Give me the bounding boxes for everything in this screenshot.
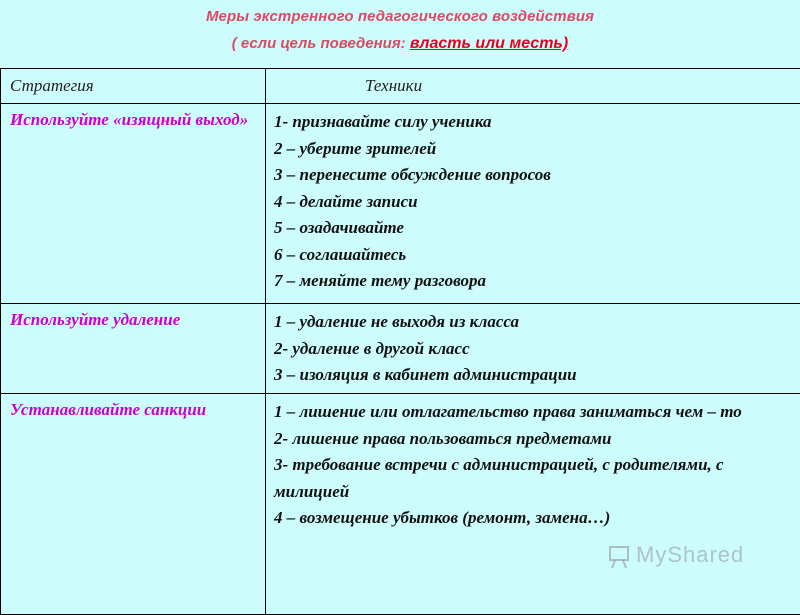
technique-item: 4 – возмещение убытков (ремонт, замена…) <box>274 505 798 532</box>
technique-item: 2- лишение права пользоваться предметами <box>274 426 798 453</box>
table-row <box>1 394 800 615</box>
page-title: Меры экстренного педагогического воздействия <box>0 8 800 25</box>
technique-item: 4 – делайте записи <box>274 189 798 216</box>
measures-table <box>0 68 800 615</box>
header-strategy: Стратегия <box>1 69 265 96</box>
subtitle-prefix: ( если цель поведения: <box>232 35 410 52</box>
technique-item: 6 – соглашайтесь <box>274 242 798 269</box>
table-row <box>1 104 800 304</box>
technique-item: 3- требование встречи с администрацией, с родителями, с милицией <box>274 452 798 505</box>
board-icon <box>608 544 632 570</box>
subtitle-accent: власть или месть) <box>410 35 568 52</box>
strategy-cell: Используйте удаление <box>1 304 265 333</box>
techniques-cell <box>266 304 800 389</box>
technique-item: 2- удаление в другой класс <box>274 336 798 363</box>
header-techniques: Техники <box>266 69 800 96</box>
table-header-row <box>1 69 800 104</box>
watermark <box>612 542 744 568</box>
techniques-cell <box>266 104 800 295</box>
techniques-cell <box>266 394 800 532</box>
technique-item: 1- признавайте силу ученика <box>274 109 798 136</box>
technique-item: 5 – озадачивайте <box>274 215 798 242</box>
technique-item: 1 – лишение или отлагательство права заниматься чем – то <box>274 399 798 426</box>
technique-item: 3 – перенесите обсуждение вопросов <box>274 162 798 189</box>
table-row <box>1 304 800 394</box>
page-subtitle <box>0 35 800 53</box>
strategy-cell: Устанавливайте санкции <box>1 394 265 423</box>
watermark-text: MyShared <box>612 542 744 567</box>
technique-item: 3 – изоляция в кабинет администрации <box>274 362 798 389</box>
technique-item: 1 – удаление не выходя из класса <box>274 309 798 336</box>
technique-item: 2 – уберите зрителей <box>274 136 798 163</box>
technique-item: 7 – меняйте тему разговора <box>274 268 798 295</box>
strategy-cell: Используйте «изящный выход» <box>1 104 265 133</box>
